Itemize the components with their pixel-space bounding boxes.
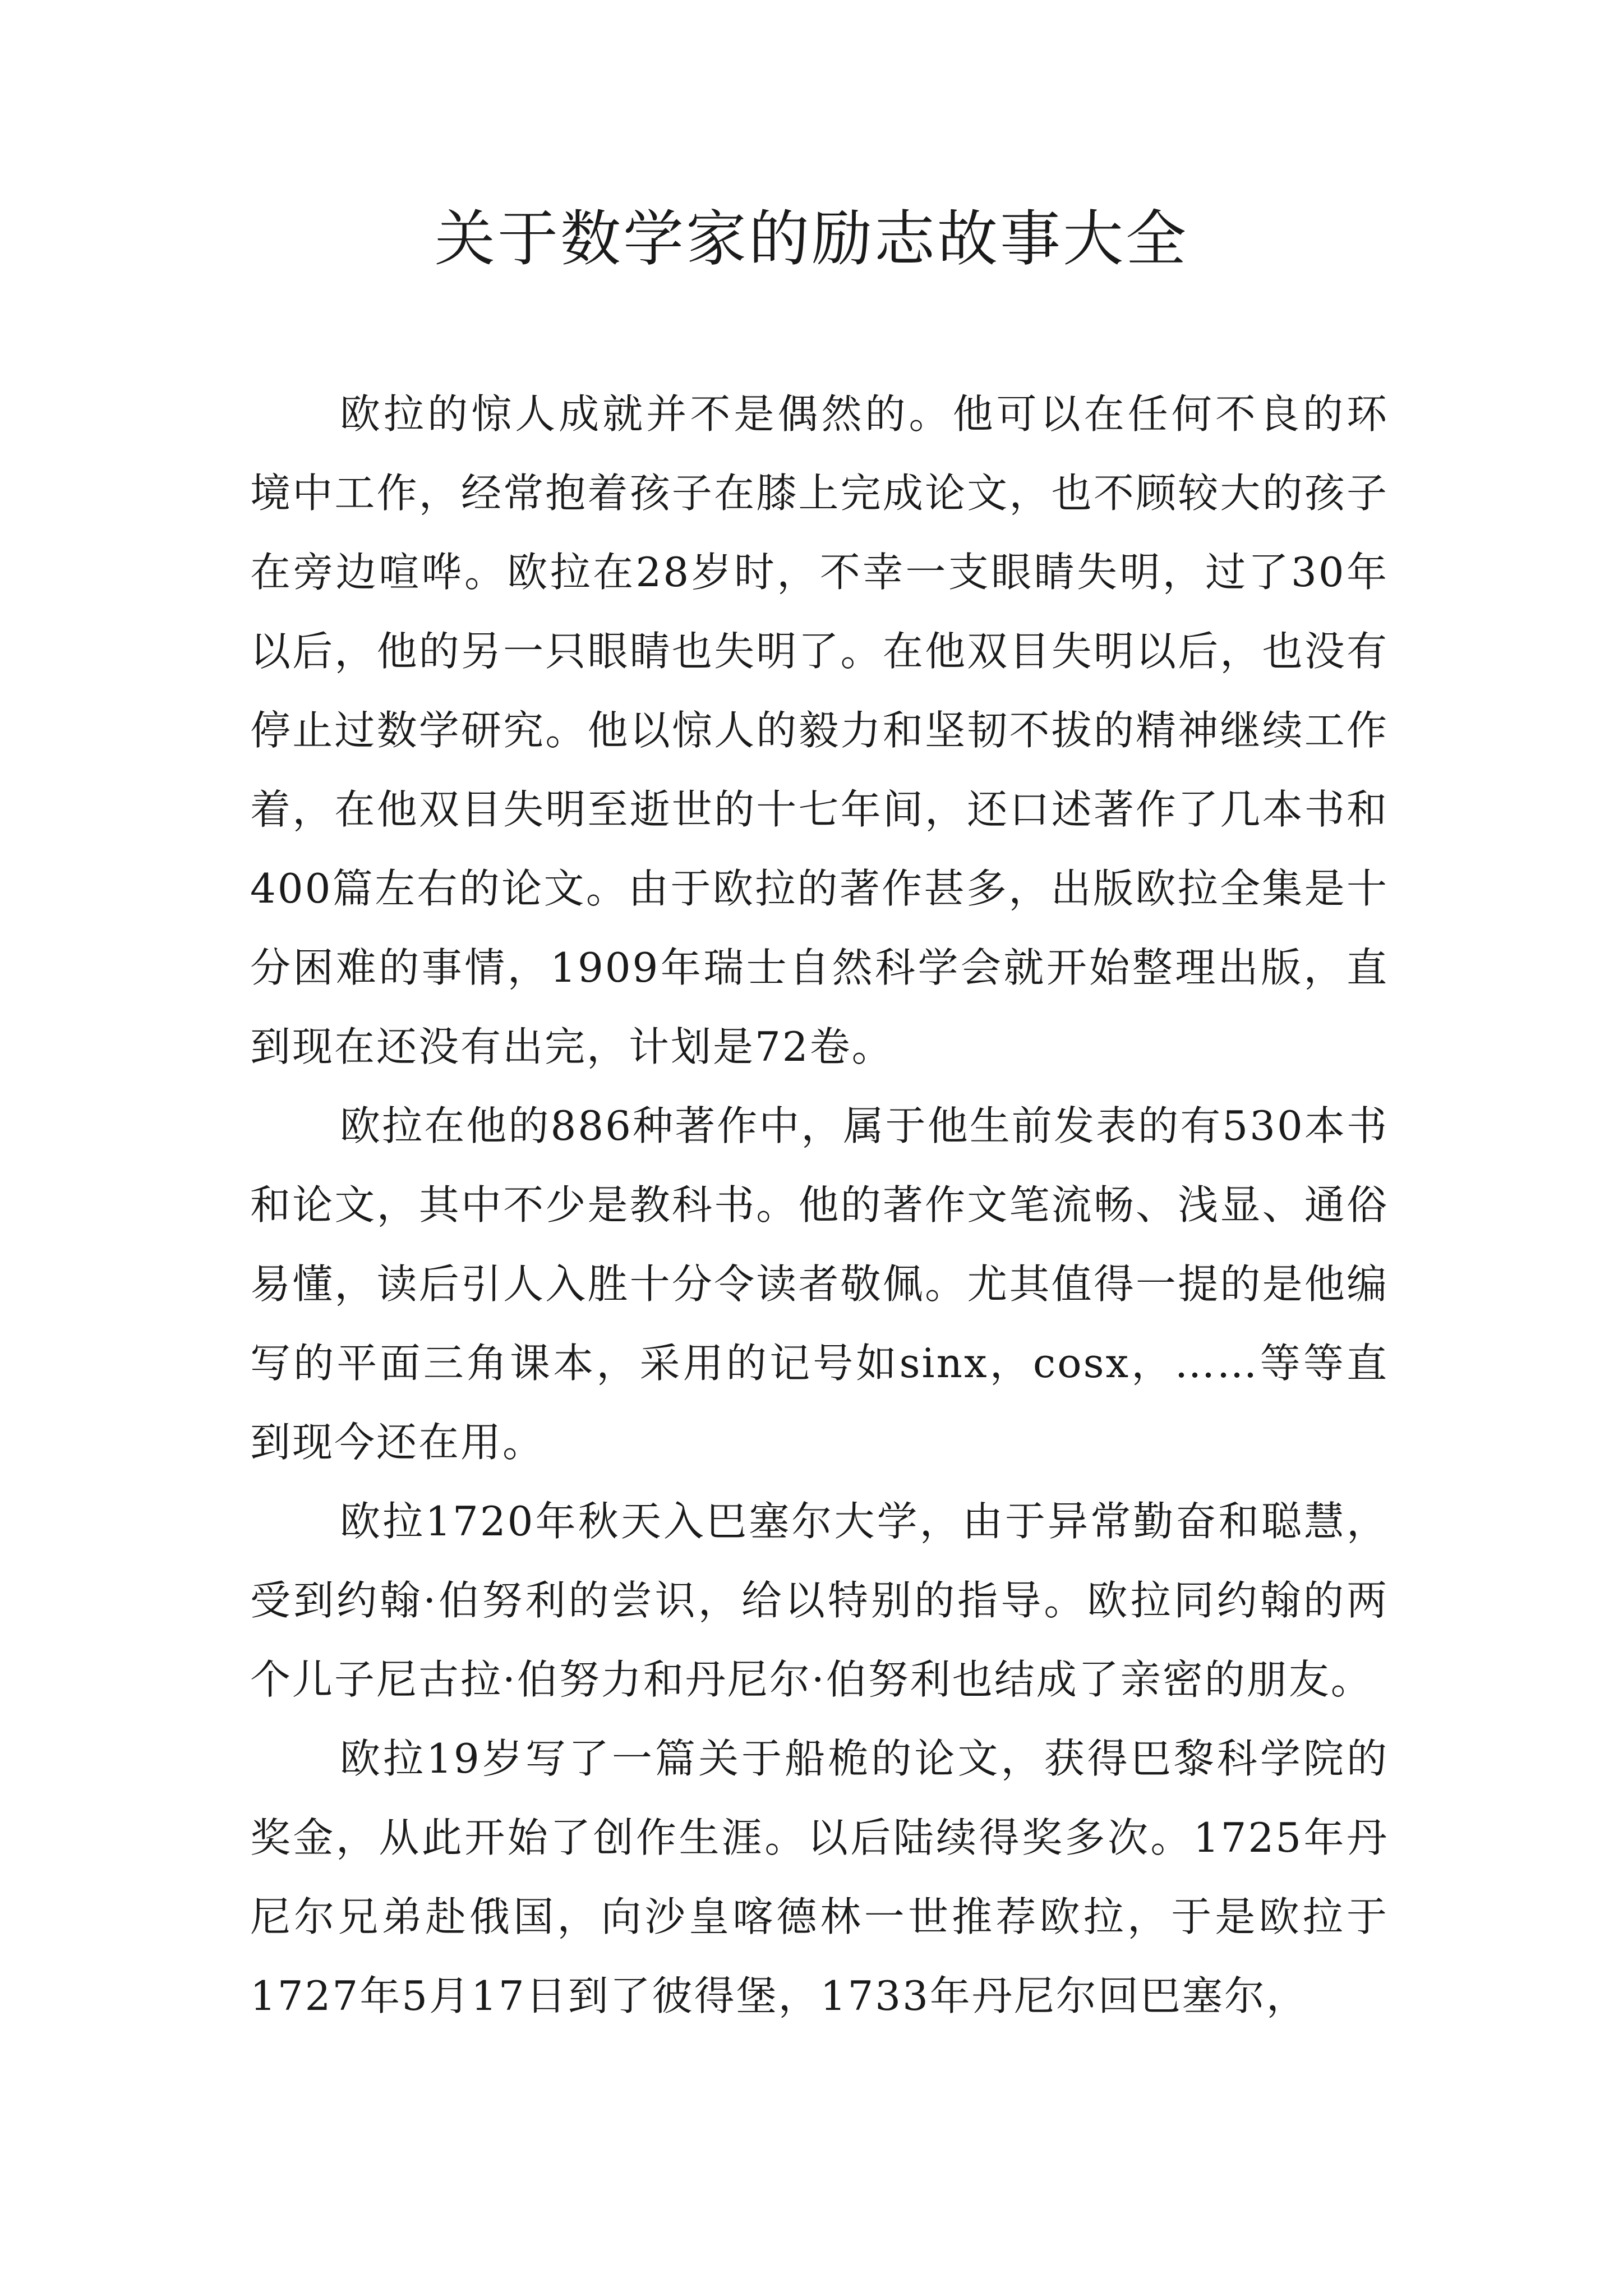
- document-title: 关于数学家的励志故事大全: [434, 204, 1188, 274]
- paragraph: 欧拉在他的886种著作中，属于他生前发表的有530本书和论文，其中不少是教科书。他的著作文笔流畅、浅显、通俗易懂，读后引人入胜十分令读者敬佩。尤其值得一提的是他编写的平面三角课本，采用的记号如sinx，cosx，……等等直到现今还在用。: [250, 1102, 1389, 1466]
- paragraph: 欧拉1720年秋天入巴塞尔大学，由于异常勤奋和聪慧，受到约翰·伯努利的尝识，给以特别的指导。欧拉同约翰的两个儿子尼古拉·伯努力和丹尼尔·伯努利也结成了亲密的朋友。: [250, 1498, 1389, 1703]
- paragraph: 欧拉19岁写了一篇关于船桅的论文，获得巴黎科学院的奖金，从此开始了创作生涯。以后陆续得奖多次。1725年丹尼尔兄弟赴俄国，向沙皇喀德林一世推荐欧拉，于是欧拉于1727年5月17日到了彼得堡，1733年丹尼尔回巴塞尔，: [250, 1735, 1389, 2019]
- document-body: [250, 375, 1389, 2036]
- paragraph: 欧拉的惊人成就并不是偶然的。他可以在任何不良的环境中工作，经常抱着孩子在膝上完成论文，也不顾较大的孩子在旁边喧哗。欧拉在28岁时，不幸一支眼睛失明，过了30年以后，他的另一只眼睛也失明了。在他双目失明以后，也没有停止过数学研究。他以惊人的毅力和坚韧不拔的精神继续工作着，在他双目失明至逝世的十七年间，还口述著作了几本书和400篇左右的论文。由于欧拉的著作甚多，出版欧拉全集是十分困难的事情，1909年瑞士自然科学会就开始整理出版，直到现在还没有出完，计划是72卷。: [250, 390, 1389, 1070]
